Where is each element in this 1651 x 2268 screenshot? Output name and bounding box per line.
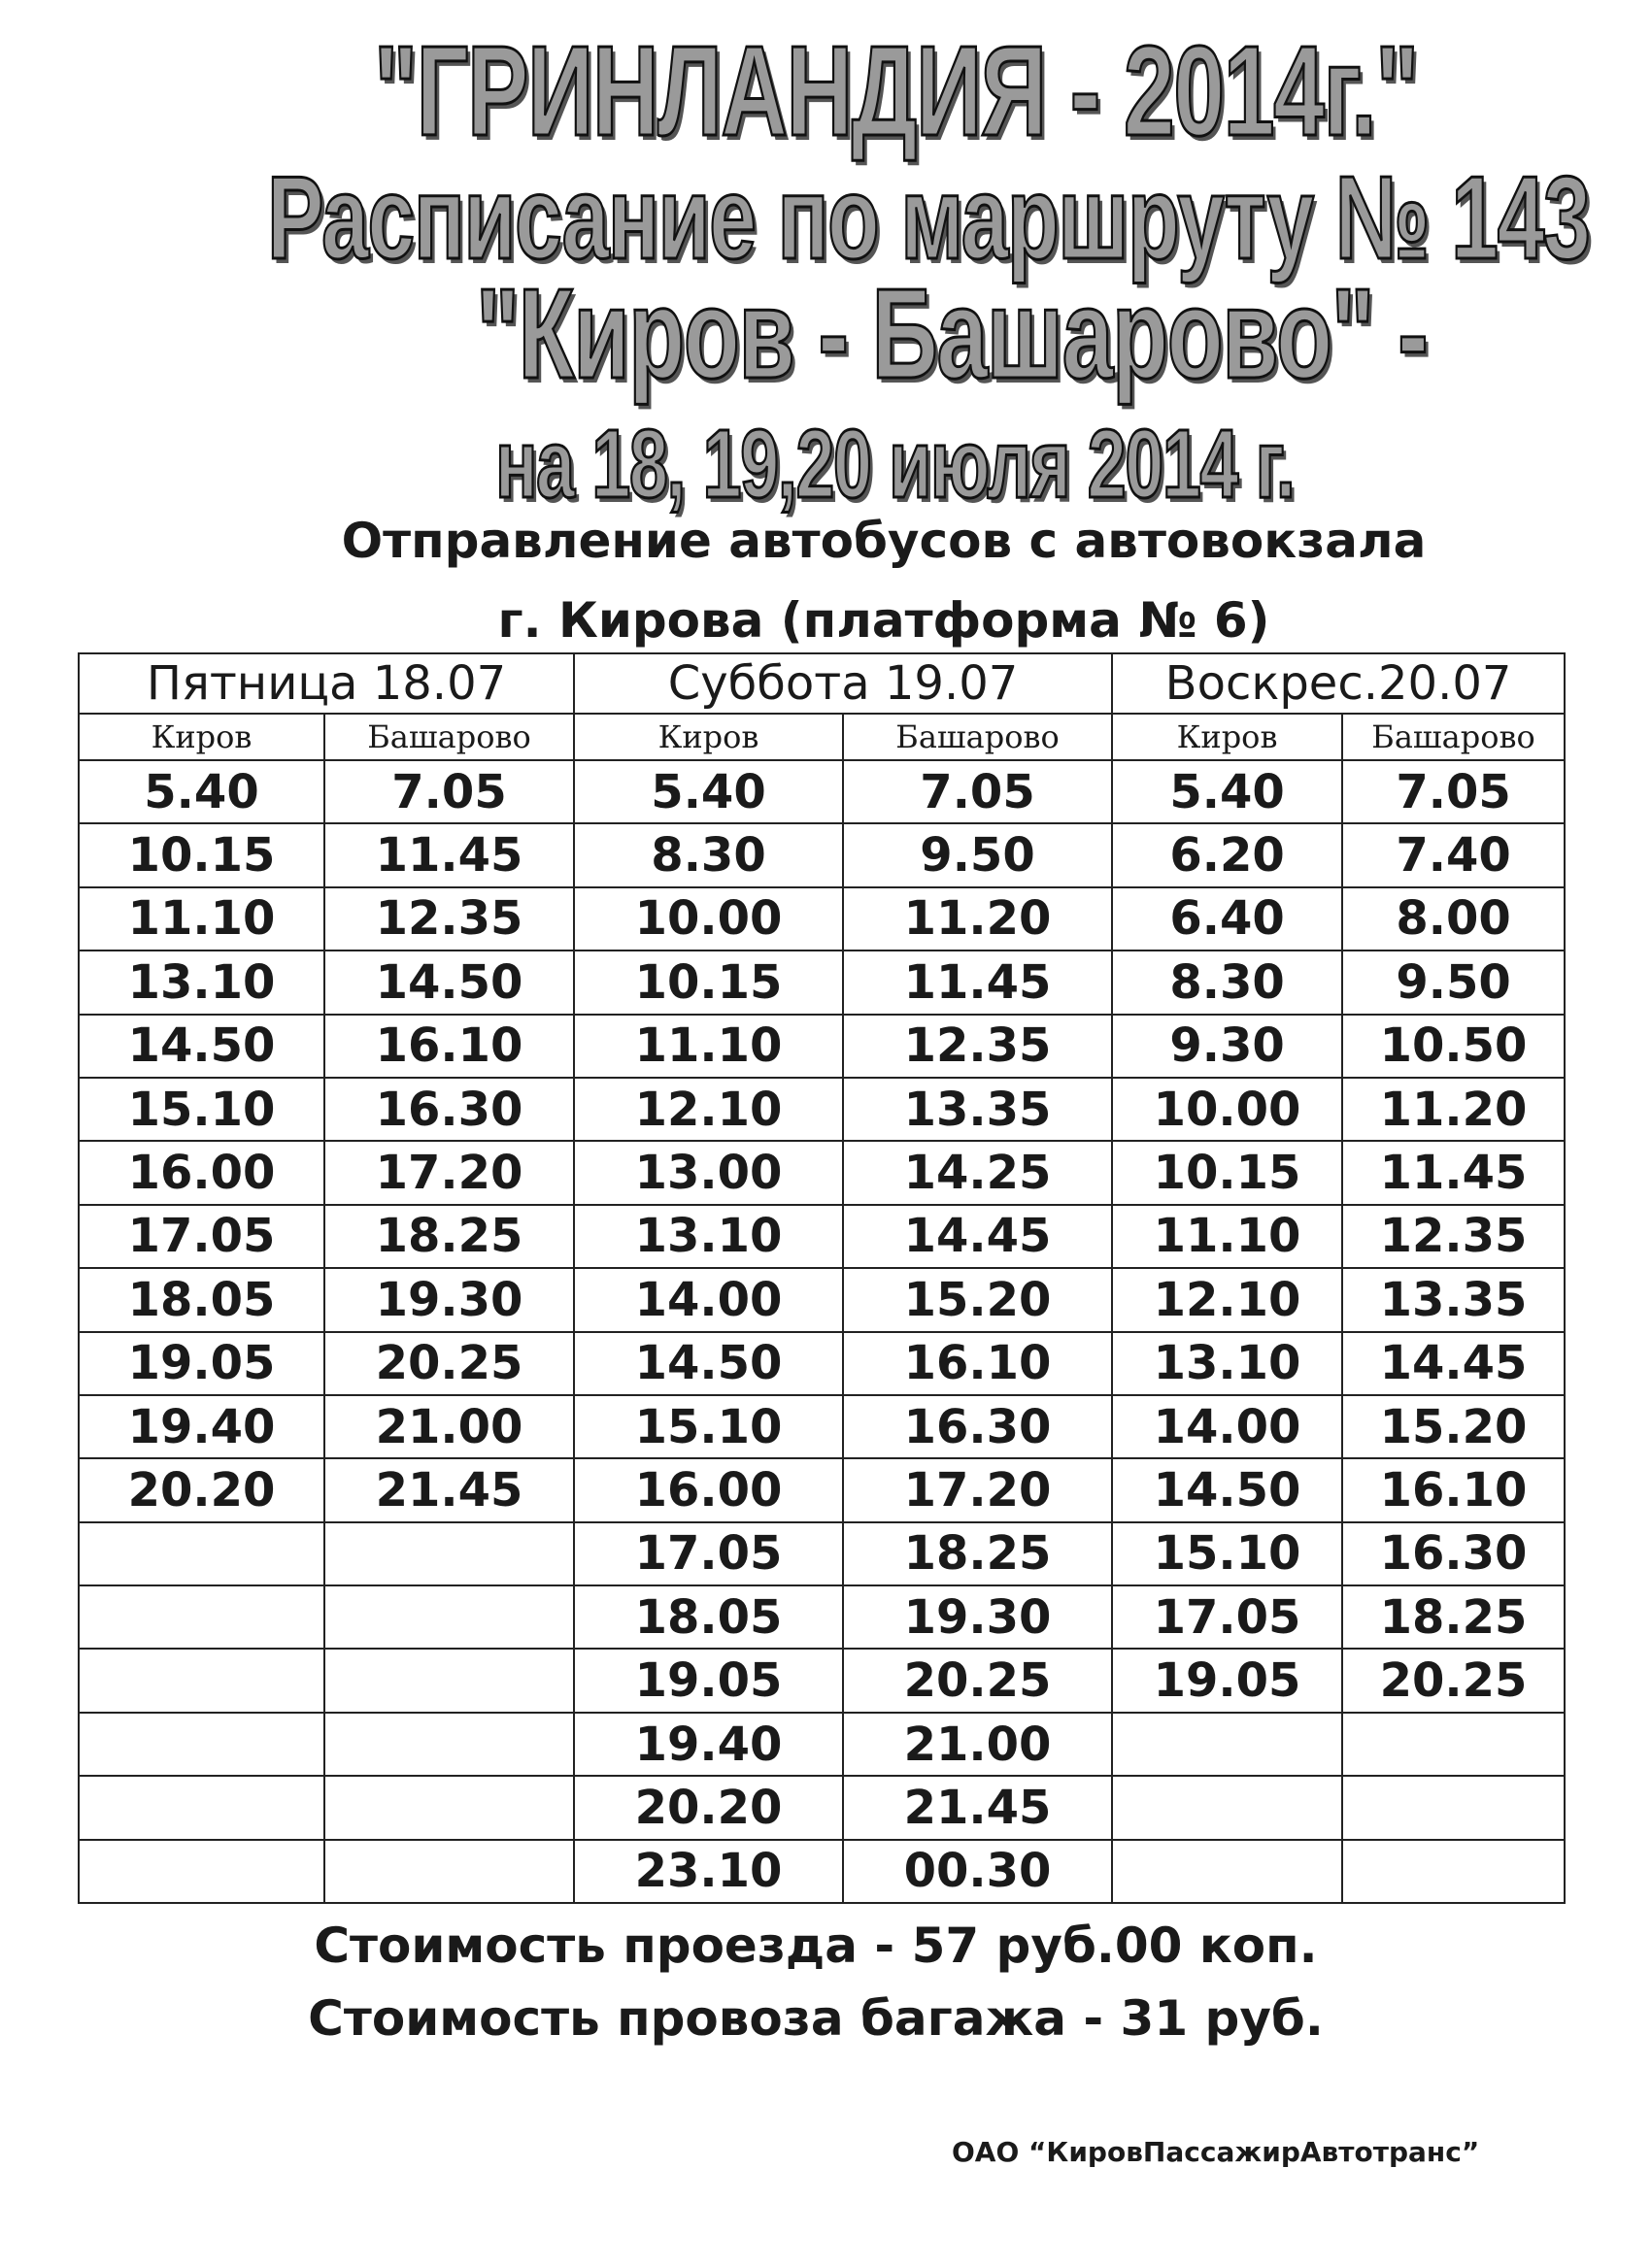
table-row (79, 1015, 1565, 1078)
time-cell: 20.20 (574, 1776, 843, 1839)
time-cell: 9.50 (1342, 951, 1565, 1014)
table-row (79, 1268, 1565, 1331)
time-cell: 16.10 (1342, 1458, 1565, 1521)
time-cell: 16.10 (324, 1015, 574, 1078)
stop-header: Башарово (324, 714, 574, 760)
time-cell: 14.25 (843, 1141, 1112, 1204)
time-cell (324, 1649, 574, 1712)
time-cell: 11.10 (79, 887, 324, 951)
time-cell (324, 1585, 574, 1649)
time-cell: 10.50 (1342, 1015, 1565, 1078)
table-row (79, 823, 1565, 886)
time-cell (324, 1776, 574, 1839)
time-cell: 21.00 (843, 1713, 1112, 1776)
time-cell (324, 1713, 574, 1776)
time-cell: 21.00 (324, 1395, 574, 1458)
time-cell: 19.40 (79, 1395, 324, 1458)
table-row (79, 1585, 1565, 1649)
time-cell: 16.30 (843, 1395, 1112, 1458)
time-cell: 10.15 (1112, 1141, 1342, 1204)
time-cell (79, 1585, 324, 1649)
time-cell: 17.05 (1112, 1585, 1342, 1649)
stop-header: Киров (1112, 714, 1342, 760)
table-row (79, 1205, 1565, 1268)
time-cell: 18.25 (843, 1522, 1112, 1585)
time-cell: 8.30 (574, 823, 843, 886)
time-cell: 15.10 (79, 1078, 324, 1141)
table-row (79, 1840, 1565, 1903)
table-row (79, 1776, 1565, 1839)
time-cell: 18.05 (574, 1585, 843, 1649)
time-cell: 11.45 (324, 823, 574, 886)
time-cell: 19.30 (843, 1585, 1112, 1649)
time-cell: 7.05 (843, 760, 1112, 823)
time-cell: 19.40 (574, 1713, 843, 1776)
table-row (79, 1141, 1565, 1204)
time-cell (79, 1713, 324, 1776)
table-row (79, 1649, 1565, 1712)
time-cell: 13.10 (79, 951, 324, 1014)
time-cell: 5.40 (79, 760, 324, 823)
time-cell: 11.10 (1112, 1205, 1342, 1268)
time-cell: 13.10 (574, 1205, 843, 1268)
time-cell: 16.00 (574, 1458, 843, 1521)
time-cell: 10.00 (574, 887, 843, 951)
time-cell: 15.10 (574, 1395, 843, 1458)
time-cell: 6.20 (1112, 823, 1342, 886)
stop-header: Башарово (843, 714, 1112, 760)
time-cell (1112, 1713, 1342, 1776)
table-row (79, 887, 1565, 951)
time-cell: 16.00 (79, 1141, 324, 1204)
stop-header: Киров (79, 714, 324, 760)
time-cell: 8.30 (1112, 951, 1342, 1014)
time-cell: 19.05 (79, 1332, 324, 1395)
company-name: ОАО “КировПассажирАвтотранс” (952, 2136, 1480, 2168)
time-cell: 5.40 (1112, 760, 1342, 823)
time-cell: 15.20 (1342, 1395, 1565, 1458)
time-cell: 16.30 (324, 1078, 574, 1141)
time-cell: 11.45 (843, 951, 1112, 1014)
table-row (79, 1713, 1565, 1776)
time-cell (79, 1840, 324, 1903)
time-cell: 18.05 (79, 1268, 324, 1331)
time-cell: 19.05 (574, 1649, 843, 1712)
time-cell: 13.10 (1112, 1332, 1342, 1395)
time-cell: 19.05 (1112, 1649, 1342, 1712)
time-cell (79, 1649, 324, 1712)
time-cell: 14.45 (843, 1205, 1112, 1268)
time-cell: 17.05 (79, 1205, 324, 1268)
table-row (79, 760, 1565, 823)
time-cell: 18.25 (1342, 1585, 1565, 1649)
time-cell: 8.00 (1342, 887, 1565, 951)
time-cell: 17.20 (324, 1141, 574, 1204)
time-cell (1112, 1776, 1342, 1839)
platform-heading: г. Кирова (платформа № 6) (497, 592, 1270, 649)
time-cell: 12.10 (574, 1078, 843, 1141)
time-cell (1342, 1713, 1565, 1776)
time-cell: 7.05 (324, 760, 574, 823)
day-header: Пятница 18.07 (79, 653, 574, 714)
time-cell (1342, 1840, 1565, 1903)
time-cell: 18.25 (324, 1205, 574, 1268)
time-cell: 7.40 (1342, 823, 1565, 886)
schedule-table (78, 652, 1566, 1904)
dates-title: на 18, 19,20 июля 2014 г. (495, 410, 1295, 518)
time-cell: 00.30 (843, 1840, 1112, 1903)
time-cell: 14.00 (1112, 1395, 1342, 1458)
time-cell: 15.20 (843, 1268, 1112, 1331)
day-header: Суббота 19.07 (574, 653, 1112, 714)
time-cell: 21.45 (843, 1776, 1112, 1839)
table-row (79, 1332, 1565, 1395)
time-cell: 14.50 (1112, 1458, 1342, 1521)
table-row (79, 1078, 1565, 1141)
time-cell: 14.45 (1342, 1332, 1565, 1395)
time-cell: 13.35 (1342, 1268, 1565, 1331)
time-cell: 14.50 (574, 1332, 843, 1395)
time-cell: 17.20 (843, 1458, 1112, 1521)
time-cell: 11.20 (843, 887, 1112, 951)
stop-header: Башарово (1342, 714, 1565, 760)
time-cell: 13.00 (574, 1141, 843, 1204)
time-cell: 9.30 (1112, 1015, 1342, 1078)
stop-header: Киров (574, 714, 843, 760)
time-cell: 14.50 (79, 1015, 324, 1078)
time-cell: 12.35 (324, 887, 574, 951)
route-title: Расписание по маршруту № 143 (267, 151, 1590, 284)
time-cell: 12.10 (1112, 1268, 1342, 1331)
time-cell: 13.35 (843, 1078, 1112, 1141)
time-cell: 6.40 (1112, 887, 1342, 951)
time-cell (1112, 1840, 1342, 1903)
day-header: Воскрес.20.07 (1112, 653, 1565, 714)
time-cell: 20.25 (324, 1332, 574, 1395)
time-cell: 17.05 (574, 1522, 843, 1585)
departure-heading: Отправление автобусов с автовокзала (341, 513, 1427, 569)
time-cell: 19.30 (324, 1268, 574, 1331)
time-cell: 11.45 (1342, 1141, 1565, 1204)
table-row (79, 951, 1565, 1014)
event-title: "ГРИНЛАНДИЯ - 2014г." (374, 19, 1418, 162)
table-row (79, 1458, 1565, 1521)
time-cell (324, 1840, 574, 1903)
time-cell: 11.10 (574, 1015, 843, 1078)
luggage-price: Стоимость провоза багажа - 31 руб. (308, 1990, 1324, 2047)
ticket-price: Стоимость проезда - 57 руб.00 коп. (314, 1918, 1318, 1974)
time-cell: 16.30 (1342, 1522, 1565, 1585)
time-cell: 20.25 (1342, 1649, 1565, 1712)
time-cell: 16.10 (843, 1332, 1112, 1395)
time-cell (1342, 1776, 1565, 1839)
route-name: "Киров - Башарово" - (476, 262, 1428, 405)
time-cell: 15.10 (1112, 1522, 1342, 1585)
time-cell: 9.50 (843, 823, 1112, 886)
time-cell: 7.05 (1342, 760, 1565, 823)
time-cell (79, 1776, 324, 1839)
time-cell: 11.20 (1342, 1078, 1565, 1141)
time-cell: 10.15 (79, 823, 324, 886)
table-row (79, 1522, 1565, 1585)
table-row (79, 1395, 1565, 1458)
day-header-row (79, 653, 1565, 714)
time-cell (324, 1522, 574, 1585)
time-cell: 5.40 (574, 760, 843, 823)
stop-header-row (79, 714, 1565, 760)
time-cell (79, 1522, 324, 1585)
time-cell: 10.15 (574, 951, 843, 1014)
time-cell: 14.50 (324, 951, 574, 1014)
time-cell: 20.25 (843, 1649, 1112, 1712)
time-cell: 20.20 (79, 1458, 324, 1521)
time-cell: 21.45 (324, 1458, 574, 1521)
time-cell: 23.10 (574, 1840, 843, 1903)
time-cell: 10.00 (1112, 1078, 1342, 1141)
time-cell: 14.00 (574, 1268, 843, 1331)
time-cell: 12.35 (1342, 1205, 1565, 1268)
time-cell: 12.35 (843, 1015, 1112, 1078)
